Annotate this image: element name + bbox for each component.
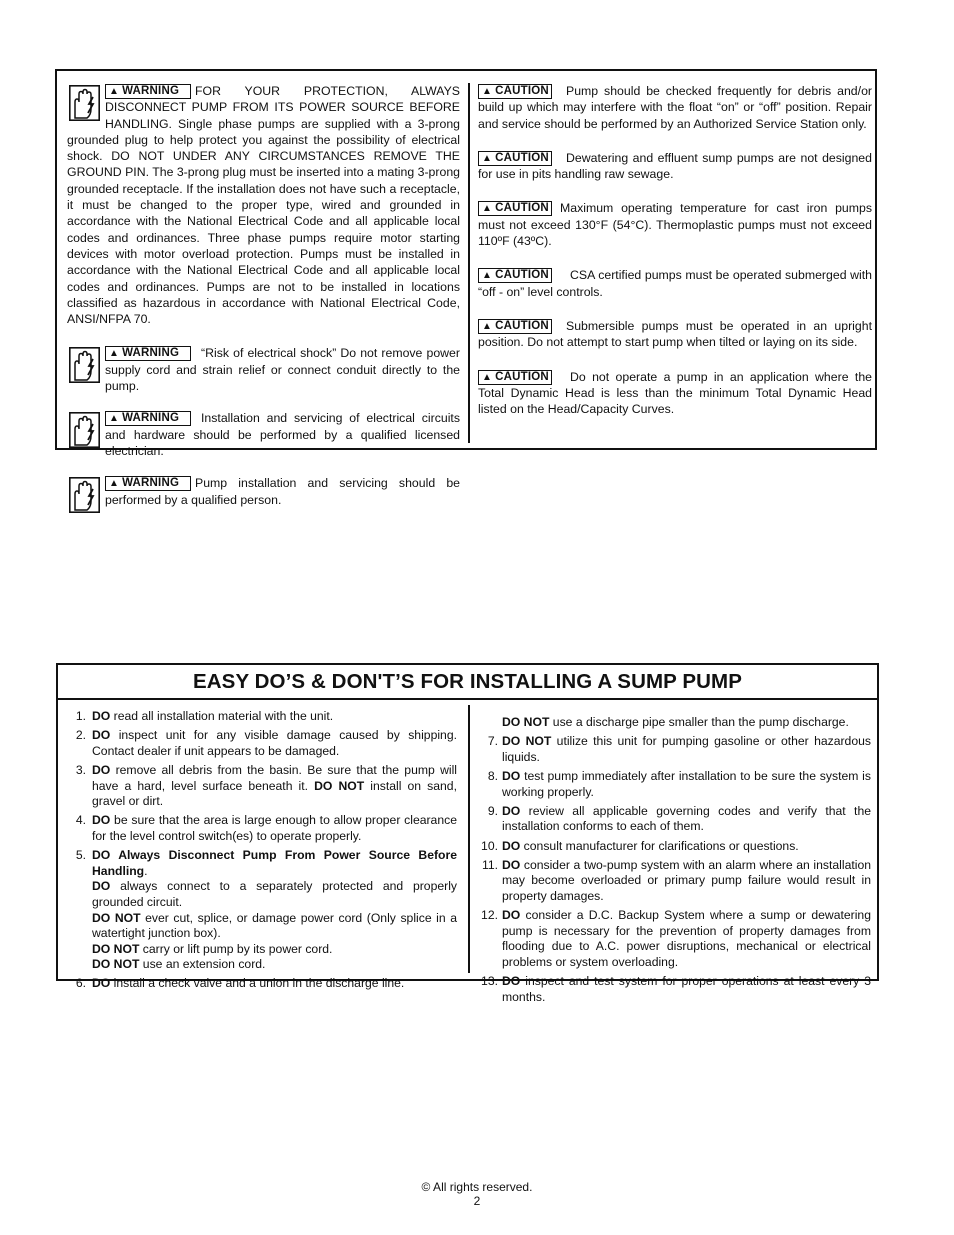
warning-badge: ▲ WARNING bbox=[105, 411, 191, 426]
list-item-text: DO be sure that the area is large enough to allow proper clearance for the level control switch(es) to operate properly. bbox=[92, 813, 457, 843]
caution-badge: ▲ CAUTION bbox=[478, 319, 552, 334]
warning-block-2 bbox=[67, 345, 460, 394]
warning-badge: ▲ WARNING bbox=[105, 346, 191, 361]
list-item-text: DO NOT utilize this unit for pumping gasoline or other hazardous liquids. bbox=[502, 734, 871, 764]
list-item-number: 13. bbox=[481, 974, 498, 989]
caution-text-1: ▲ CAUTION Pump should be checked frequently for debris and/or build up which may interfere with the float “on” or “off” position. Repair and service should be performed by an Authorized Service Station only. bbox=[478, 84, 872, 131]
caution-text-6: ▲ CAUTION Do not operate a pump in an application where the Total Dynamic Head is less than the minimum Total Dynamic Head listed on the Head/Capacity Curves. bbox=[478, 369, 872, 417]
list-item bbox=[68, 728, 457, 759]
cautions-column bbox=[478, 83, 872, 417]
caution-triangle-icon: ▲ bbox=[482, 270, 493, 282]
list-item-text: DO consider a two-pump system with an alarm where an installation may become overloaded or primary pump failure would result in property damages. bbox=[502, 857, 871, 903]
caution-triangle-icon: ▲ bbox=[482, 152, 493, 164]
dos-donts-box bbox=[56, 663, 879, 1004]
dos-donts-left-column bbox=[68, 709, 457, 996]
caution-triangle-icon: ▲ bbox=[482, 86, 493, 97]
warning-text-4: ▲ WARNING Pump installation and servicing should be performed by a qualified person. bbox=[105, 476, 460, 507]
list-item-number: 7. bbox=[487, 734, 498, 749]
warning-triangle-icon: ▲ bbox=[109, 348, 120, 360]
list-item-subline: DO NOT carry or lift pump by its power cord. bbox=[92, 941, 333, 956]
list-item bbox=[478, 734, 871, 765]
list-item-number: 12. bbox=[481, 908, 498, 923]
list-item bbox=[68, 813, 457, 844]
list-item bbox=[68, 976, 457, 992]
caution-badge: ▲ CAUTION bbox=[478, 151, 552, 166]
list-item-text: DO read all installation material with the unit. bbox=[92, 709, 334, 723]
list-item bbox=[478, 908, 871, 970]
list-item-subline: DO NOT ever cut, splice, or damage power cord (Only splice in a watertight junction box). bbox=[92, 910, 457, 941]
warning-block-4 bbox=[67, 475, 460, 508]
caution-triangle-icon: ▲ bbox=[482, 203, 493, 215]
caution-text-3: ▲ CAUTION Maximum operating temperature for cast iron pumps must not exceed 130°F (54°C). Thermoplastic pumps must not exceed 110ºF (43ºC). bbox=[478, 201, 872, 249]
caution-badge: ▲ CAUTION bbox=[478, 201, 552, 216]
electrical-hazard-hand-icon bbox=[69, 85, 100, 121]
list-item-number: 8. bbox=[487, 768, 498, 783]
caution-text-2: ▲ CAUTION Dewatering and effluent sump pumps are not designed for use in pits handling raw sewage. bbox=[478, 150, 872, 182]
warning-text-2: ▲ WARNING “Risk of electrical shock” Do not remove power supply cord and strain relief or connect conduit directly to the pump. bbox=[105, 346, 460, 394]
list-item bbox=[478, 974, 871, 1005]
list-item bbox=[478, 769, 871, 800]
warning-badge: ▲ WARNING bbox=[105, 476, 191, 491]
list-item bbox=[68, 763, 457, 810]
page-number: 2 bbox=[473, 1194, 481, 1208]
list-item-number: 2. bbox=[75, 728, 86, 743]
warning-text-3: ▲ WARNING Installation and servicing of electrical circuits and hardware should be performed by a qualified licensed electrician. bbox=[105, 411, 460, 458]
list-item-text: DO consider a D.C. Backup System where a sump or dewatering pump is necessary for the prevention of property damages from flooding due to A.C. power disruptions, mechanical or electrical problems or system overloading. bbox=[502, 908, 871, 969]
list-item bbox=[478, 858, 871, 905]
column-divider bbox=[468, 83, 470, 443]
caution-text-5: ▲ CAUTION Submersible pumps must be operated in an upright position. Do not attempt to start pump when tilted or laying on its side. bbox=[478, 318, 872, 350]
list-item-number: 1. bbox=[75, 709, 86, 723]
list-item-number: 5. bbox=[75, 848, 86, 863]
electrical-hazard-hand-icon bbox=[69, 412, 100, 448]
caution-badge: ▲ CAUTION bbox=[478, 84, 552, 99]
dos-donts-title: EASY DO’S & DON'T’S FOR INSTALLING A SUMP PUMP bbox=[58, 665, 877, 700]
copyright: © All rights reserved. bbox=[421, 1180, 533, 1194]
warnings-column bbox=[67, 83, 460, 508]
list-item-number: 10. bbox=[481, 838, 498, 853]
list-item-number: 3. bbox=[75, 762, 86, 777]
safety-box bbox=[55, 69, 877, 507]
caution-badge: ▲ CAUTION bbox=[478, 370, 552, 385]
list-item bbox=[478, 804, 871, 835]
warning-block-1 bbox=[67, 83, 460, 327]
column-divider bbox=[468, 705, 470, 973]
list-item-number: 11. bbox=[481, 857, 498, 872]
continuation-line: DO NOT use a discharge pipe smaller than the pump discharge. bbox=[502, 715, 849, 729]
warning-text-1: ▲ WARNING FOR YOUR PROTECTION, ALWAYS DISCONNECT PUMP FROM ITS POWER SOURCE BEFORE HANDLING. Single phase pumps are supplied with a 3-prong grounded plug to help protect you against the possibility of electrical shock. DO NOT UNDER ANY CIRCUMSTANCES REMOVE THE GROUND PIN. The 3-prong plug must be inserted into a mating 3-prong grounded receptacle. If the installation does not have such a receptacle, it must be changed to the proper type, wired and grounded in accordance with the National Electrical Code and all applicable local codes and ordinances. Three phase pumps require motor starting devices with motor overload protection. Pumps must be installed in accordance with the National Electrical Code and all applicable local codes and ordinances. Pumps are not to be installed in locations classified as hazardous in accordance with National Electrical Code, ANSI/NFPA 70. bbox=[67, 84, 460, 327]
list-item-text: DO inspect and test system for proper operations at least every 3 months. bbox=[502, 974, 871, 1004]
electrical-hazard-hand-icon bbox=[69, 347, 100, 383]
warning-triangle-icon: ▲ bbox=[109, 478, 120, 490]
caution-text-4: ▲ CAUTION CSA certified pumps must be operated submerged with “off - on” level controls. bbox=[478, 268, 872, 299]
list-item bbox=[478, 839, 871, 855]
list-item-text: DO consult manufacturer for clarifications or questions. bbox=[502, 838, 799, 853]
warning-triangle-icon: ▲ bbox=[109, 86, 120, 97]
list-item bbox=[68, 848, 457, 973]
list-item-subline: DO always connect to a separately protected and properly grounded circuit. bbox=[92, 879, 457, 909]
warning-badge: ▲ WARNING bbox=[105, 84, 191, 99]
list-item-number: 6. bbox=[75, 976, 86, 991]
list-item-text: DO review all applicable governing codes and verify that the installation conforms to each of them. bbox=[502, 803, 871, 834]
list-item-text: DO Always Disconnect Pump From Power Source Before Handling. bbox=[92, 848, 457, 878]
list-item-subline: DO NOT use an extension cord. bbox=[92, 957, 266, 972]
list-item-text: DO test pump immediately after installation to be sure the system is working properly. bbox=[502, 768, 871, 799]
warning-block-3 bbox=[67, 410, 460, 459]
caution-badge: ▲ CAUTION bbox=[478, 268, 552, 283]
list-item-number: 4. bbox=[75, 813, 86, 828]
list-item-text: DO install a check valve and a union in the discharge line. bbox=[92, 976, 405, 991]
dos-donts-right-column bbox=[478, 715, 871, 1009]
list-item-number: 9. bbox=[487, 803, 498, 818]
list-item-text: DO inspect unit for any visible damage caused by shipping. Contact dealer if unit appears to be damaged. bbox=[92, 728, 457, 758]
warning-triangle-icon: ▲ bbox=[109, 413, 120, 425]
list-item bbox=[68, 709, 457, 725]
caution-triangle-icon: ▲ bbox=[482, 371, 493, 383]
electrical-hazard-hand-icon bbox=[69, 477, 100, 513]
list-item-text: DO remove all debris from the basin. Be sure that the pump will have a hard, level surface beneath it. DO NOT install on sand, gravel or dirt. bbox=[92, 762, 457, 809]
caution-triangle-icon: ▲ bbox=[482, 320, 493, 332]
